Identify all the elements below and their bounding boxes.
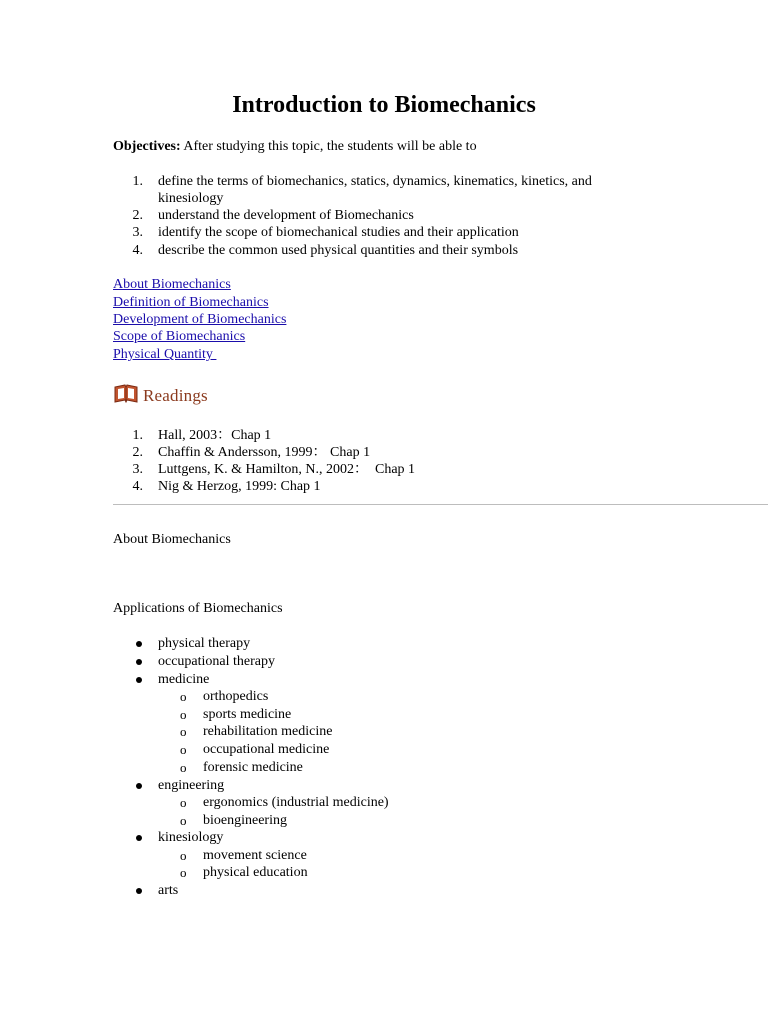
list-number: 1. <box>132 174 143 189</box>
section-about-heading: About Biomechanics <box>113 532 231 547</box>
open-book-icon <box>113 383 139 410</box>
list-number: 2. <box>132 208 143 223</box>
sub-list-item-label: rehabilitation medicine <box>203 724 333 739</box>
circle-bullet-icon: o <box>180 813 187 828</box>
sub-list-item-label: forensic medicine <box>203 760 303 775</box>
bullet-icon <box>136 783 142 789</box>
reading-text: Luttgens, K. & Hamilton, N., 2002： Chap 1 <box>158 462 416 477</box>
objectives-line <box>113 138 477 155</box>
link-scope-of-biomechanics[interactable]: Scope of Biomechanics <box>113 329 246 344</box>
list-number: 3. <box>132 225 143 240</box>
circle-bullet-icon: o <box>180 724 187 739</box>
sub-list-item-label: bioengineering <box>203 813 287 828</box>
reading-text: Hall, 2003：Chap 1 <box>158 428 272 443</box>
sub-list-item-label: ergonomics (industrial medicine) <box>203 795 389 810</box>
page-title: Introduction to Biomechanics <box>232 92 536 118</box>
list-item-label: medicine <box>158 672 210 687</box>
readings-header <box>113 383 208 409</box>
list-number: 3. <box>132 462 143 477</box>
list-number: 2. <box>132 445 143 460</box>
bullet-icon <box>136 641 142 647</box>
circle-bullet-icon: o <box>180 707 187 722</box>
applications-heading: Applications of Biomechanics <box>113 601 283 616</box>
sub-list-item-label: sports medicine <box>203 707 292 722</box>
link-about-biomechanics[interactable]: About Biomechanics <box>113 277 231 292</box>
circle-bullet-icon: o <box>180 795 187 810</box>
bullet-icon <box>136 677 142 683</box>
bullet-icon <box>136 659 142 665</box>
link-development-of-biomechanics[interactable]: Development of Biomechanics <box>113 312 287 327</box>
reading-text: Nig & Herzog, 1999: Chap 1 <box>158 479 321 494</box>
circle-bullet-icon: o <box>180 848 187 863</box>
list-item-label: engineering <box>158 778 225 793</box>
link-physical-quantity[interactable]: Physical Quantity <box>113 347 217 362</box>
circle-bullet-icon: o <box>180 689 187 704</box>
list-item-label: kinesiology <box>158 830 224 845</box>
sub-list-item-label: physical education <box>203 865 308 880</box>
sub-list-item-label: occupational medicine <box>203 742 330 757</box>
objective-text: describe the common used physical quantities and their symbols <box>158 243 519 258</box>
bullet-icon <box>136 835 142 841</box>
reading-text: Chaffin & Andersson, 1999： Chap 1 <box>158 445 371 460</box>
bullet-icon <box>136 888 142 894</box>
list-number: 1. <box>132 428 143 443</box>
list-number: 4. <box>132 243 143 258</box>
list-item-label: arts <box>158 883 179 898</box>
objectives-label: Objectives: <box>113 139 181 154</box>
circle-bullet-icon: o <box>180 760 187 775</box>
sub-list-item-label: orthopedics <box>203 689 269 704</box>
link-definition-of-biomechanics[interactable]: Definition of Biomechanics <box>113 295 269 310</box>
sub-list-item-label: movement science <box>203 848 307 863</box>
list-item-label: occupational therapy <box>158 654 276 669</box>
list-number: 4. <box>132 479 143 494</box>
objective-text: identify the scope of biomechanical studies and their application <box>158 225 519 240</box>
circle-bullet-icon: o <box>180 865 187 880</box>
section-divider <box>113 504 768 505</box>
circle-bullet-icon: o <box>180 742 187 757</box>
list-item-label: physical therapy <box>158 636 251 651</box>
objectives-intro: After studying this topic, the students will be able to <box>183 139 477 154</box>
readings-label: Readings <box>143 386 208 405</box>
objective-text: define the terms of biomechanics, statics, dynamics, kinematics, kinetics, and kinesiology <box>158 174 592 206</box>
objective-text: understand the development of Biomechanics <box>158 208 414 223</box>
